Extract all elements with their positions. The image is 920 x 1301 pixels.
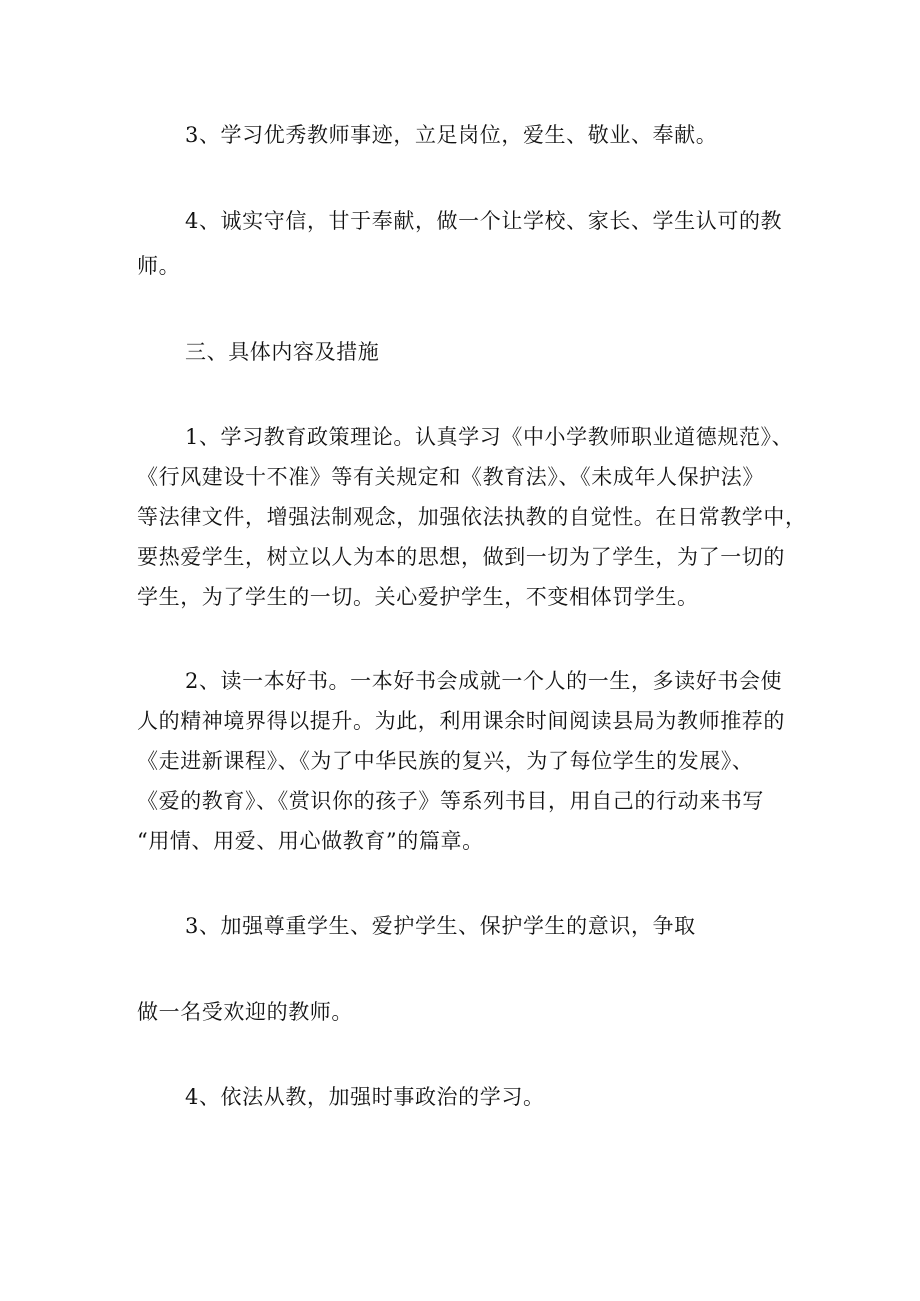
paragraph-line: 《走进新课程》、《为了中华民族的复兴，为了每位学生的发展》、: [137, 749, 754, 773]
paragraph-line: 4、诚实守信，甘于奉献，做一个让学校、家长、学生认可的教: [185, 209, 783, 233]
paragraph-line: 《行风建设十不准》等有关规定和《教育法》、《未成年人保护法》: [137, 465, 764, 489]
paragraph-line: 《爱的教育》、《赏识你的孩子》等系列书目，用自己的行动来书写: [137, 789, 764, 813]
paragraph-line: 做一名受欢迎的教师。: [137, 1000, 353, 1024]
paragraph-line: 等法律文件，增强法制观念，加强依法执教的自觉性。在日常教学中，: [137, 505, 807, 529]
paragraph-line: 学生，为了学生的一切。关心爱护学生，不变相体罚学生。: [137, 585, 699, 609]
paragraph-line: 人的精神境界得以提升。为此，利用课余时间阅读县局为教师推荐的: [137, 709, 785, 733]
paragraph-line: 师。: [137, 254, 181, 278]
section-heading: 三、具体内容及措施: [185, 340, 380, 364]
paragraph-line: 2、读一本好书。一本好书会成就一个人的一生，多读好书会使: [185, 669, 783, 693]
paragraph-line: 3、加强尊重学生、爱护学生、保护学生的意识，争取: [185, 914, 696, 938]
paragraph-line: 要热爱学生，树立以人为本的思想，做到一切为了学生，为了一切的: [137, 545, 785, 569]
paragraph-line: 3、学习优秀教师事迹，立足岗位，爱生、敬业、奉献。: [185, 123, 718, 147]
paragraph-line: 4、依法从教，加强时事政治的学习。: [185, 1085, 545, 1109]
paragraph-line: 1、学习教育政策理论。认真学习《中小学教师职业道德规范》、: [185, 425, 794, 449]
paragraph-line: “用情、用爱、用心做教育”的篇章。: [137, 829, 484, 853]
